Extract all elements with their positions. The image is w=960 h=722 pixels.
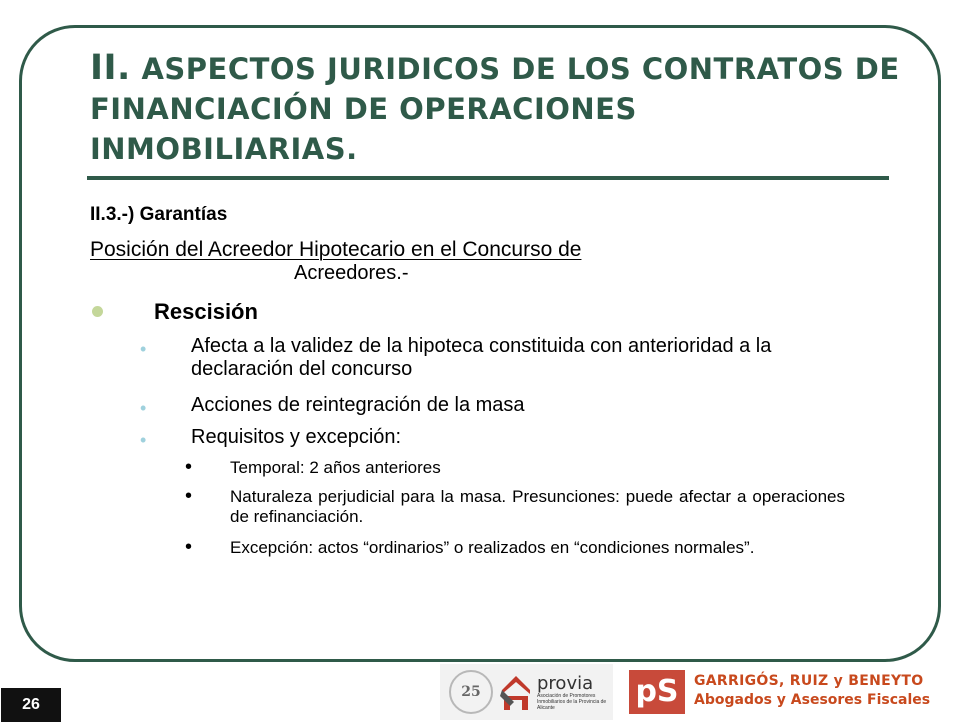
slide-title: [90, 48, 910, 169]
anniversary-seal-icon: 25: [449, 670, 493, 714]
bullet-level2-item: [140, 335, 780, 381]
bullet-icon: •: [140, 430, 147, 450]
bullet-icon: •: [185, 485, 193, 507]
bullet-level2-text: Requisitos y excepción:: [191, 426, 402, 448]
bullet-dot-icon: [92, 306, 103, 317]
title-roman: II.: [90, 48, 131, 88]
title-text: ASPECTOS JURIDICOS DE LOS CONTRATOS DE FINANCIACIÓN DE OPERACIONES INMOBILIARIAS.: [90, 52, 900, 166]
bullet-level2-item: [140, 394, 780, 417]
provia-logo-text: provia: [537, 673, 594, 694]
provia-logo-icon: [500, 670, 532, 714]
section-label: II.3.-) Garantías: [90, 204, 228, 225]
title-divider: [87, 176, 889, 180]
firm-subtitle: Abogados y Asesores Fiscales: [694, 692, 931, 708]
bullet-level3-item: [185, 538, 845, 558]
bullet-level3-text: Temporal: 2 años anteriores: [230, 458, 441, 477]
bullet-level3-item: [185, 458, 845, 478]
bullet-level2-text: Acciones de reintegración de la masa: [191, 394, 525, 416]
provia-logo-subtitle: Asociación de Promotores Inmobiliarios de la Provincia de Alicante: [537, 693, 607, 711]
firm-logo-icon: pS: [629, 670, 685, 714]
slide-heading: [90, 238, 810, 284]
bullet-icon: •: [140, 398, 147, 418]
bullet-icon: •: [185, 456, 193, 478]
bullet-level3-item: [185, 487, 845, 527]
bullet-level2-item: [140, 426, 780, 449]
bullet-icon: •: [140, 339, 147, 359]
bullet-icon: •: [185, 536, 193, 558]
page-number: 26: [1, 688, 61, 722]
firm-name: GARRIGÓS, RUIZ y BENEYTO: [694, 673, 924, 689]
heading-line-1: Posición del Acreedor Hipotecario en el Concurso de: [90, 238, 582, 261]
bullet-level1-text: Rescisión: [154, 299, 258, 324]
heading-line-2: Acreedores.-: [294, 262, 409, 284]
bullet-level2-text: Afecta a la validez de la hipoteca constituida con anterioridad a la declaración del concurso: [191, 335, 772, 380]
bullet-level3-text: Excepción: actos “ordinarios” o realizados en “condiciones normales”.: [230, 538, 755, 557]
bullet-level3-text: Naturaleza perjudicial para la masa. Presunciones: puede afectar a operaciones de refinanciación.: [230, 487, 845, 526]
